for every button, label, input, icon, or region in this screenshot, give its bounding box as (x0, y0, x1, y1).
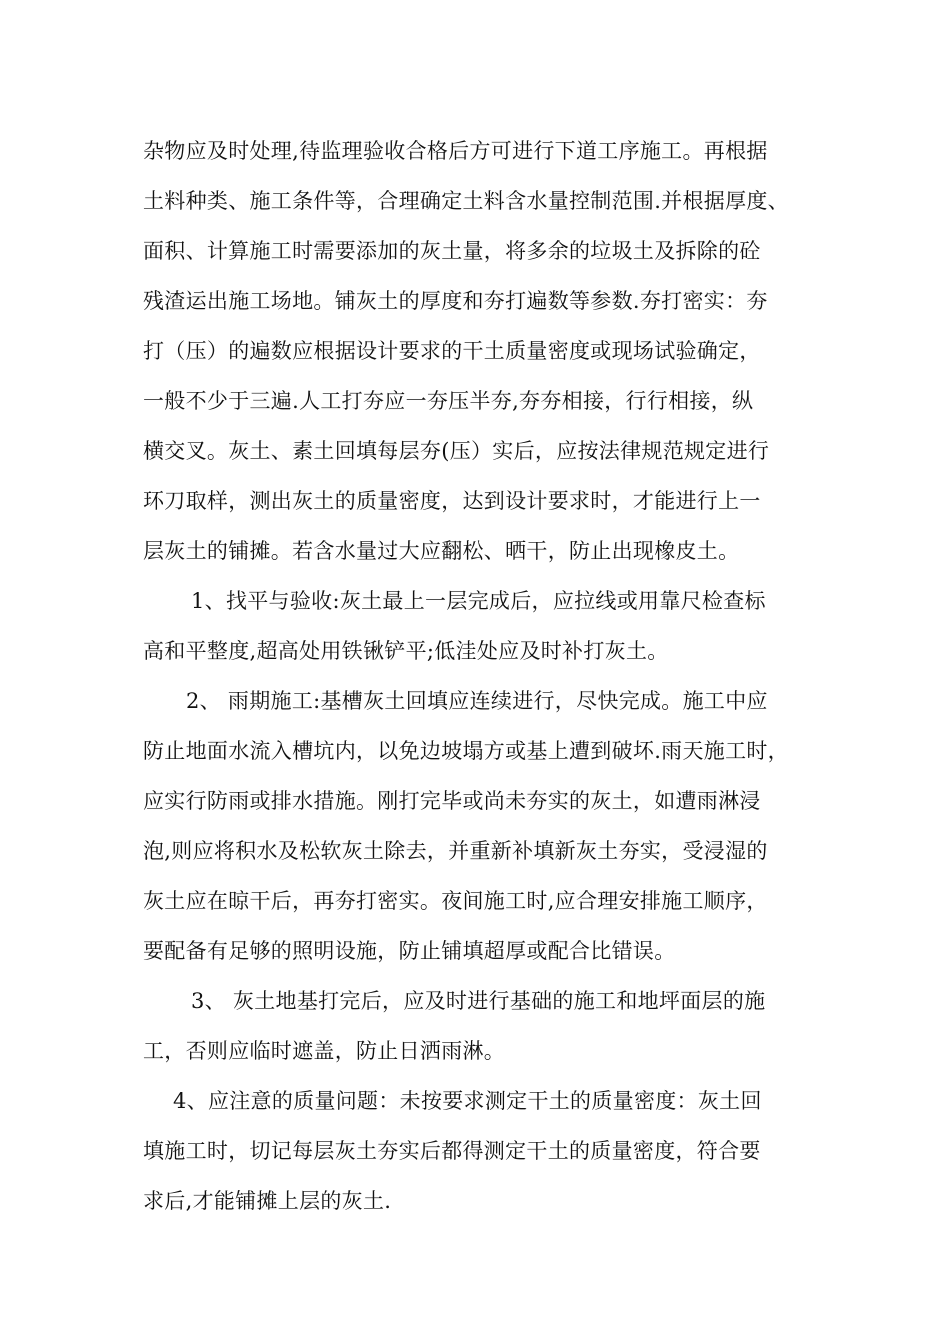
paragraph-item-3 (143, 976, 823, 1076)
text-line: 要配备有足够的照明设施，防止铺填超厚或配合比错误。 (143, 939, 676, 963)
paragraph-item-2 (143, 676, 823, 976)
text-line: 2、 雨期施工:基槽灰土回填应连续进行，尽快完成。施工中应 (186, 689, 768, 713)
text-line: 3、 灰土地基打完后，应及时进行基础的施工和地坪面层的施 (191, 989, 766, 1013)
paragraph-item-4 (143, 1076, 823, 1226)
document-body (143, 126, 823, 1226)
text-line: 求后,才能铺摊上层的灰土. (143, 1189, 392, 1213)
text-line: 1、找平与验收:灰土最上一层完成后，应拉线或用靠尺检查标 (191, 589, 766, 613)
text-line: 灰土应在晾干后，再夯打密实。夜间施工时,应合理安排施工顺序， (143, 889, 768, 913)
text-line: 工，否则应临时遮盖，防止日洒雨淋。 (143, 1039, 506, 1063)
text-line: 层灰土的铺摊。若含水量过大应翻松、晒干，防止出现橡皮土。 (143, 539, 740, 563)
text-line: 泡,则应将积水及松软灰土除去，并重新补填新灰土夯实，受浸湿的 (143, 839, 768, 863)
text-line: 面积、计算施工时需要添加的灰土量，将多余的垃圾土及拆除的砼 (143, 239, 761, 263)
text-line: 一般不少于三遍.人工打夯应一夯压半夯,夯夯相接，行行相接，纵 (143, 389, 754, 413)
text-line: 杂物应及时处理,待监理验收合格后方可进行下道工序施工。再根据 (143, 139, 768, 163)
text-line: 环刀取样，测出灰土的质量密度，达到设计要求时，才能进行上一 (143, 489, 761, 513)
text-line: 4、应注意的质量问题：未按要求测定干土的质量密度：灰土回 (173, 1089, 762, 1113)
text-line: 高和平整度,超高处用铁锹铲平;低洼处应及时补打灰土。 (143, 639, 669, 663)
text-line: 填施工时，切记每层灰土夯实后都得测定干土的质量密度，符合要 (143, 1139, 761, 1163)
text-line: 残渣运出施工场地。铺灰土的厚度和夯打遍数等参数.夯打密实：夯 (143, 289, 768, 313)
paragraph-item-1 (143, 576, 823, 676)
text-line: 打（压）的遍数应根据设计要求的干土质量密度或现场试验确定， (143, 339, 761, 363)
paragraph-intro (143, 126, 823, 576)
text-line: 防止地面水流入槽坑内，以免边坡塌方或基上遭到破坏.雨天施工时， (143, 739, 789, 763)
text-line: 横交叉。灰土、素土回填每层夯(压）实后，应按法律规范规定进行 (143, 439, 770, 463)
text-line: 土料种类、施工条件等，合理确定土料含水量控制范围.并根据厚度、 (143, 189, 789, 213)
text-line: 应实行防雨或排水措施。刚打完毕或尚未夯实的灰土，如遭雨淋浸 (143, 789, 761, 813)
